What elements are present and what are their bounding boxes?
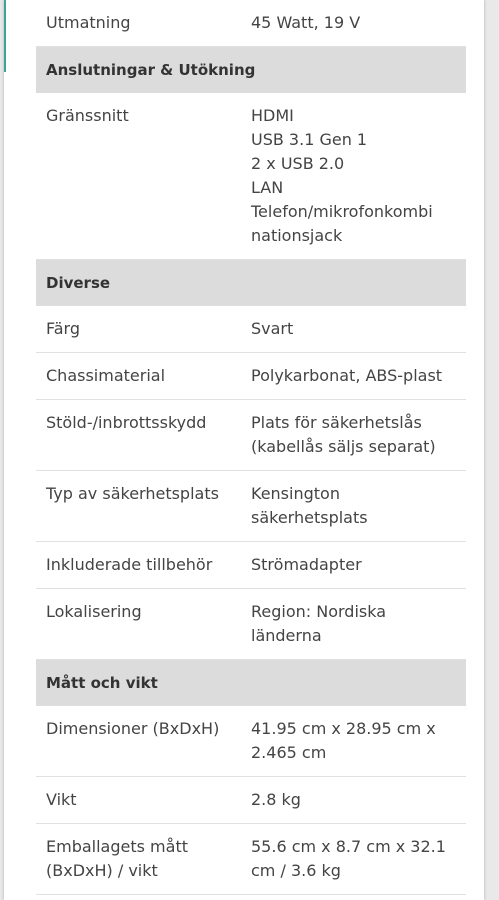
spec-row <box>36 471 466 542</box>
group-connections <box>36 93 466 260</box>
spec-row <box>36 777 466 824</box>
spec-label: Inkluderade tillbehör <box>46 555 213 574</box>
spec-value <box>251 788 466 812</box>
spec-value <box>251 364 466 388</box>
spec-value <box>251 553 466 577</box>
spec-value-line: länderna <box>251 626 322 645</box>
spec-value-line: 2.8 kg <box>251 790 301 809</box>
spec-value-line: Kensington <box>251 484 340 503</box>
accent-bar <box>4 0 6 72</box>
spec-value-line: 55.6 cm x 8.7 cm x 32.1 <box>251 837 446 856</box>
spec-value-line: nationsjack <box>251 226 343 245</box>
spec-value-line: Svart <box>251 319 294 338</box>
spec-value-line: 41.95 cm x 28.95 cm x <box>251 719 436 738</box>
spec-panel <box>4 0 484 900</box>
spec-label: Stöld-/inbrottsskydd <box>46 413 207 432</box>
spec-label: Lokalisering <box>46 602 142 621</box>
section-dimensions: Mått och vikt <box>36 660 466 706</box>
spec-value <box>251 104 466 248</box>
spec-label: Färg <box>46 319 80 338</box>
spec-value <box>251 482 466 530</box>
section-connections: Anslutningar & Utökning <box>36 47 466 93</box>
spec-value-line: säkerhetsplats <box>251 508 368 527</box>
spec-value-line: 2.465 cm <box>251 743 327 762</box>
spec-value <box>251 317 466 341</box>
spec-value-line: Polykarbonat, ABS-plast <box>251 366 443 385</box>
spec-row <box>36 824 466 895</box>
spec-row <box>36 589 466 660</box>
spec-value-line: Strömadapter <box>251 555 362 574</box>
spec-row <box>36 306 466 353</box>
spec-row <box>36 542 466 589</box>
spec-row <box>36 400 466 471</box>
spec-value <box>251 717 466 765</box>
spec-label: Gränssnitt <box>46 106 129 125</box>
spec-row <box>36 0 466 47</box>
spec-value <box>251 835 466 883</box>
spec-label: Vikt <box>46 790 77 809</box>
spec-label: Typ av säkerhetsplats <box>46 484 219 503</box>
spec-value <box>251 411 466 459</box>
spec-value-line: (kabellås säljs separat) <box>251 437 436 456</box>
section-misc: Diverse <box>36 260 466 306</box>
spec-value-line: LAN <box>251 178 284 197</box>
group-misc <box>36 306 466 660</box>
spec-label: Emballagets mått (BxDxH) / vikt <box>46 837 188 880</box>
spec-value-line: USB 3.1 Gen 1 <box>251 130 368 149</box>
spec-value-line: HDMI <box>251 106 294 125</box>
spec-value-line: Telefon/mikrofonkombi <box>251 202 433 221</box>
spec-row <box>36 706 466 777</box>
spec-value <box>251 600 466 648</box>
spec-label: Chassimaterial <box>46 366 166 385</box>
spec-row <box>36 93 466 260</box>
spec-label: Utmatning <box>46 13 131 32</box>
spec-value-line: 45 Watt, 19 V <box>251 13 361 32</box>
spec-value-line: Plats för säkerhetslås <box>251 413 422 432</box>
spec-value-line: 2 x USB 2.0 <box>251 154 345 173</box>
spec-value-line: cm / 3.6 kg <box>251 861 341 880</box>
spec-row <box>36 353 466 400</box>
group-dimensions <box>36 706 466 895</box>
spec-table <box>36 0 466 895</box>
spec-value-line: Region: Nordiska <box>251 602 387 621</box>
group-top <box>36 0 466 47</box>
spec-value <box>251 11 466 35</box>
spec-label: Dimensioner (BxDxH) <box>46 719 220 738</box>
